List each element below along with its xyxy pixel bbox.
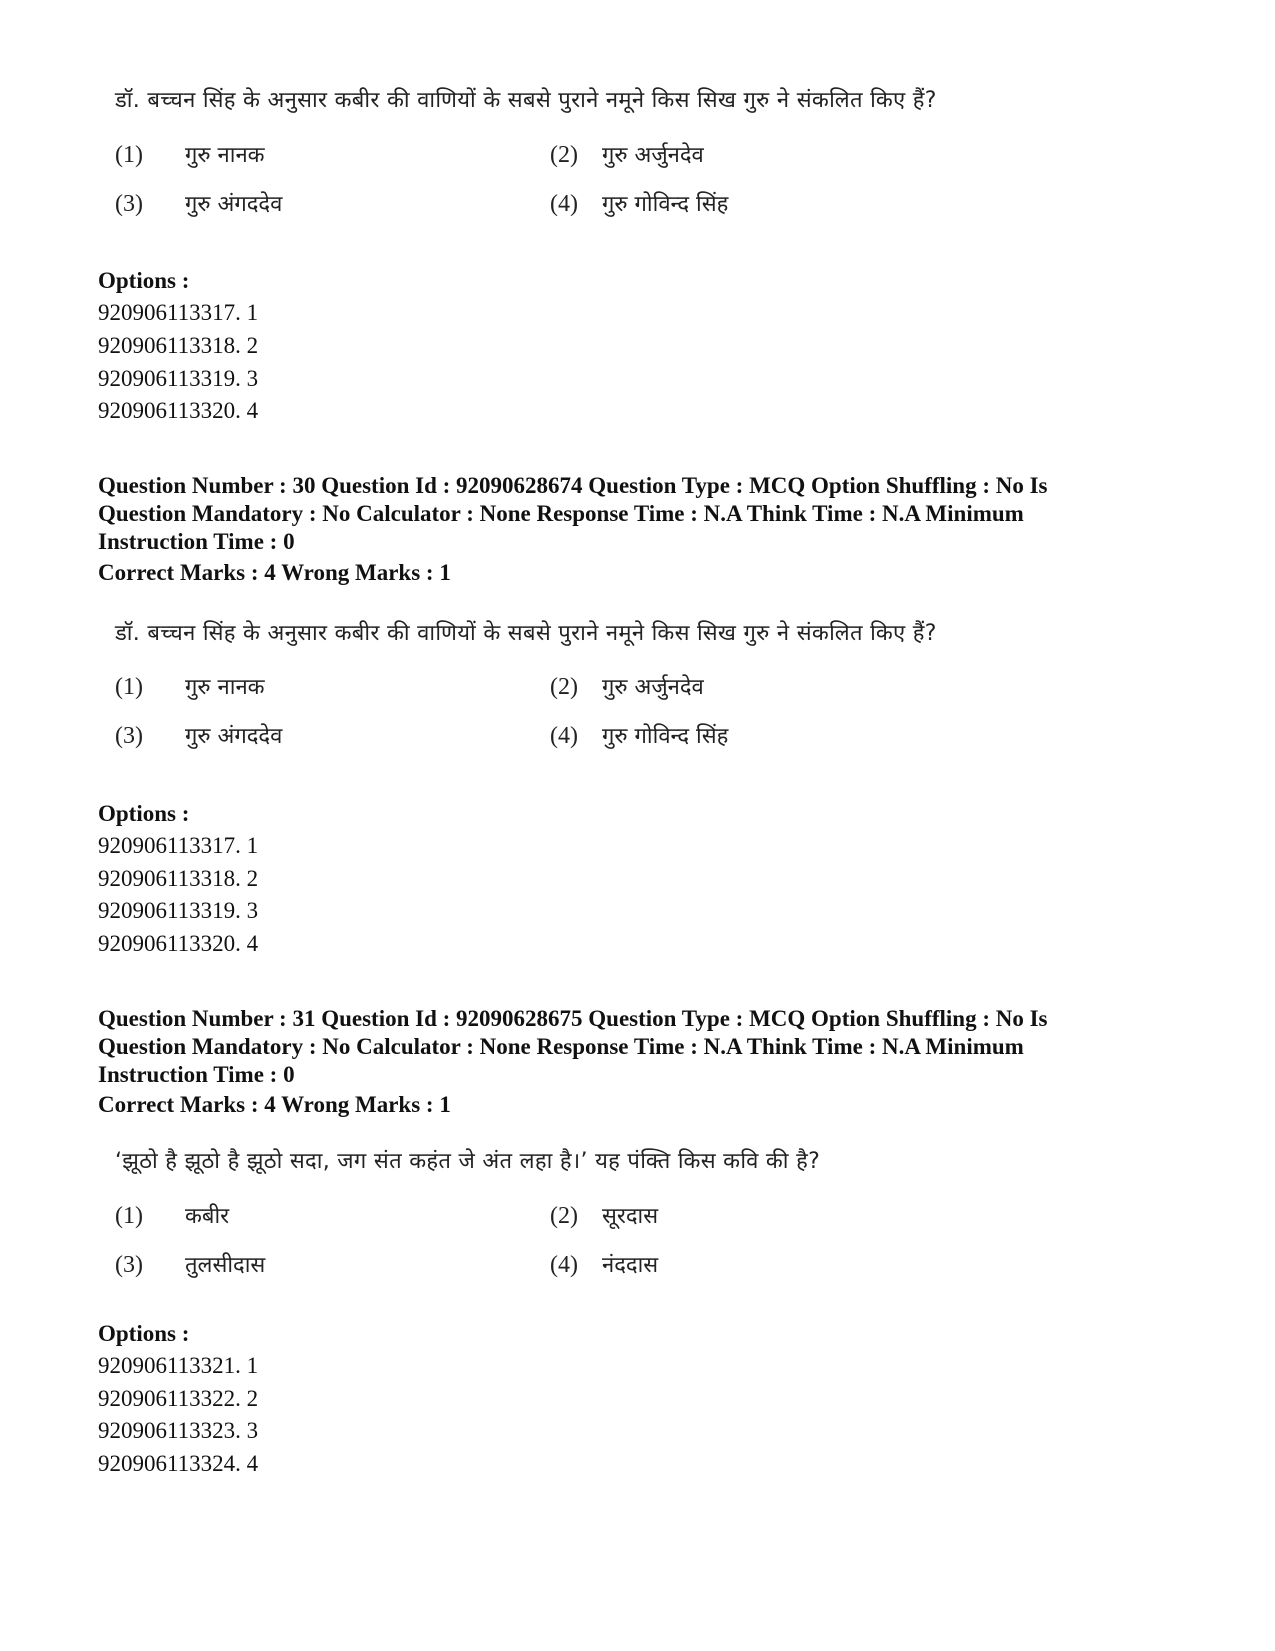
meta-line: Question Number : 31 Question Id : 92090628675 Question Type : MCQ Option Shuffling : No Is: [98, 1006, 1048, 1031]
choice-text: गुरु अर्जुनदेव: [602, 143, 704, 168]
choice-number: (1): [115, 142, 143, 168]
meta-line: Question Number : 30 Question Id : 92090628674 Question Type : MCQ Option Shuffling : No Is: [98, 473, 1048, 498]
question-text: डॉ. बच्चन सिंह के अनुसार कबीर की वाणियों के सबसे पुराने नमूने किस सिख गुरु ने संकलित किए हैं?: [115, 621, 937, 646]
choice-4: [550, 720, 728, 750]
meta-line: Instruction Time : 0: [98, 1062, 295, 1087]
choice-3: [115, 188, 282, 218]
option-id: 920906113324. 4: [98, 1451, 259, 1476]
choice-1: [115, 1200, 229, 1230]
choice-text: गुरु अंगददेव: [185, 192, 283, 217]
choice-text: गुरु नानक: [185, 675, 265, 700]
choice-text: सूरदास: [602, 1204, 659, 1229]
choice-1: [115, 671, 265, 701]
option-id: 920906113319. 3: [98, 898, 259, 923]
choice-number: (3): [115, 191, 143, 217]
choice-2: [550, 139, 704, 169]
choice-number: (4): [550, 191, 578, 217]
choice-2: [550, 671, 704, 701]
options-heading: Options :: [98, 801, 190, 826]
question-text: डॉ. बच्चन सिंह के अनुसार कबीर की वाणियों के सबसे पुराने नमूने किस सिख गुरु ने संकलित किए हैं?: [115, 88, 937, 113]
meta-line: Question Mandatory : No Calculator : None Response Time : N.A Think Time : N.A Minimum: [98, 1034, 1024, 1059]
marks-line: Correct Marks : 4 Wrong Marks : 1: [98, 560, 451, 585]
option-id: 920906113323. 3: [98, 1418, 259, 1443]
choice-4: [550, 1249, 658, 1279]
option-id: 920906113319. 3: [98, 366, 259, 391]
options-heading: Options :: [98, 268, 190, 293]
choice-number: (1): [115, 674, 143, 700]
question-meta: [98, 472, 1198, 556]
choice-text: गुरु गोविन्द सिंह: [602, 192, 729, 217]
choice-text: गुरु अंगददेव: [185, 724, 283, 749]
option-id: 920906113320. 4: [98, 931, 259, 956]
choice-4: [550, 188, 728, 218]
option-id: 920906113317. 1: [98, 300, 259, 325]
option-id: 920906113320. 4: [98, 398, 259, 423]
question-meta: [98, 1005, 1198, 1089]
option-id: 920906113321. 1: [98, 1353, 259, 1378]
choice-1: [115, 139, 265, 169]
question-text: ‘झूठो है झूठो है झूठो सदा, जग संत कहंत जे अंत लहा है।’ यह पंक्ति किस कवि की है?: [115, 1149, 821, 1174]
choice-text: गुरु अर्जुनदेव: [602, 675, 704, 700]
choice-number: (3): [115, 1252, 143, 1278]
choice-number: (2): [550, 142, 578, 168]
choice-number: (1): [115, 1203, 143, 1229]
option-id: 920906113318. 2: [98, 333, 259, 358]
choice-text: गुरु नानक: [185, 143, 265, 168]
choice-3: [115, 720, 282, 750]
choice-text: नंददास: [602, 1253, 659, 1278]
choice-number: (4): [550, 723, 578, 749]
meta-line: Instruction Time : 0: [98, 529, 295, 554]
choice-number: (2): [550, 1203, 578, 1229]
choice-3: [115, 1249, 265, 1279]
meta-line: Question Mandatory : No Calculator : None Response Time : N.A Think Time : N.A Minimum: [98, 501, 1024, 526]
choice-number: (3): [115, 723, 143, 749]
choice-2: [550, 1200, 658, 1230]
choice-text: तुलसीदास: [185, 1253, 266, 1278]
options-heading: Options :: [98, 1321, 190, 1346]
marks-line: Correct Marks : 4 Wrong Marks : 1: [98, 1092, 451, 1117]
option-id: 920906113322. 2: [98, 1386, 259, 1411]
choice-text: गुरु गोविन्द सिंह: [602, 724, 729, 749]
choice-number: (2): [550, 674, 578, 700]
choice-text: कबीर: [185, 1204, 230, 1229]
option-id: 920906113317. 1: [98, 833, 259, 858]
option-id: 920906113318. 2: [98, 866, 259, 891]
choice-number: (4): [550, 1252, 578, 1278]
